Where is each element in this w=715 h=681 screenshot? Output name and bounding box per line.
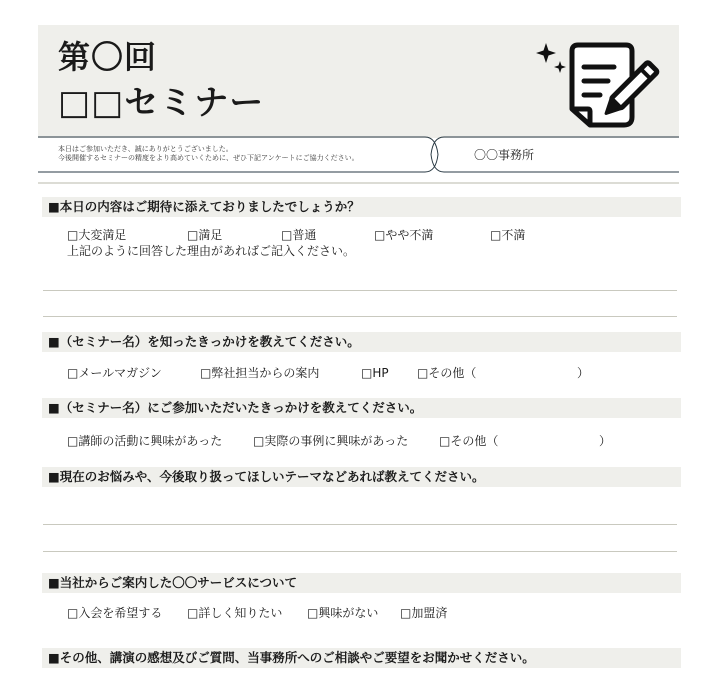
q3-option-other[interactable]: □その他（ — [439, 434, 499, 448]
q1-option-neutral[interactable]: □普通 — [281, 228, 317, 242]
survey-document-pen-icon — [528, 33, 668, 133]
q5-option-already-member[interactable]: □加盟済 — [400, 606, 448, 620]
q2-option-staff-guidance[interactable]: □弊社担当からの案内 — [200, 366, 320, 380]
office-name: 〇〇事務所 — [474, 148, 535, 162]
intro-line-1: 本日はご参加いただき、誠にありがとうございました。 — [58, 145, 233, 153]
header-divider — [38, 182, 679, 184]
question-2-heading: ■（セミナー名）を知ったきっかけを教えてください。 — [42, 332, 681, 352]
q5-option-not-interested[interactable]: □興味がない — [307, 606, 379, 620]
q1-option-very-satisfied[interactable]: □大変満足 — [67, 228, 127, 242]
q5-option-join[interactable]: □入会を希望する — [67, 606, 163, 620]
q3-option-instructor-interest[interactable]: □講師の活動に興味があった — [67, 434, 223, 448]
question-3-heading: ■（セミナー名）にご参加いただいたきっかけを教えてください。 — [42, 398, 681, 418]
q2-option-hp[interactable]: □HP — [361, 366, 389, 380]
q1-option-somewhat-dissatisfied[interactable]: □やや不満 — [374, 228, 434, 242]
q1-reason-note: 上記のように回答した理由があればご記入ください。 — [67, 244, 356, 258]
intro-text — [58, 145, 428, 163]
q4-writing-line-1[interactable] — [43, 524, 677, 525]
intro-band — [38, 136, 679, 174]
header-panel — [38, 25, 679, 138]
title-line-1: 第〇回 — [58, 38, 158, 76]
question-6-heading: ■その他、講演の感想及びご質問、当事務所へのご相談やご要望をお聞かせください。 — [42, 648, 681, 668]
question-1-heading: ■本日の内容はご期待に添えておりましたでしょうか？ — [42, 197, 681, 217]
intro-line-2: 今後開催するセミナーの精度をより高めていくために、ぜひ下記アンケートにご協力ください。 — [58, 154, 359, 162]
q3-option-case-interest[interactable]: □実際の事例に興味があった — [253, 434, 409, 448]
question-5-heading: ■当社からご案内した〇〇サービスについて — [42, 573, 681, 593]
question-4-heading: ■現在のお悩みや、今後取り扱ってほしいテーマなどあれば教えてください。 — [42, 467, 681, 487]
q2-other-close-paren: ） — [577, 366, 590, 380]
title-line-2: □□セミナー — [58, 83, 265, 123]
q3-other-close-paren: ） — [599, 434, 612, 448]
q4-writing-line-2[interactable] — [43, 551, 677, 552]
q1-option-satisfied[interactable]: □満足 — [187, 228, 223, 242]
q1-writing-line-1[interactable] — [43, 290, 677, 291]
q2-option-other[interactable]: □その他（ — [417, 366, 477, 380]
q5-option-learn-more[interactable]: □詳しく知りたい — [187, 606, 283, 620]
q1-option-dissatisfied[interactable]: □不満 — [490, 228, 526, 242]
q2-option-mail-magazine[interactable]: □メールマガジン — [67, 366, 162, 380]
q1-writing-line-2[interactable] — [43, 316, 677, 317]
